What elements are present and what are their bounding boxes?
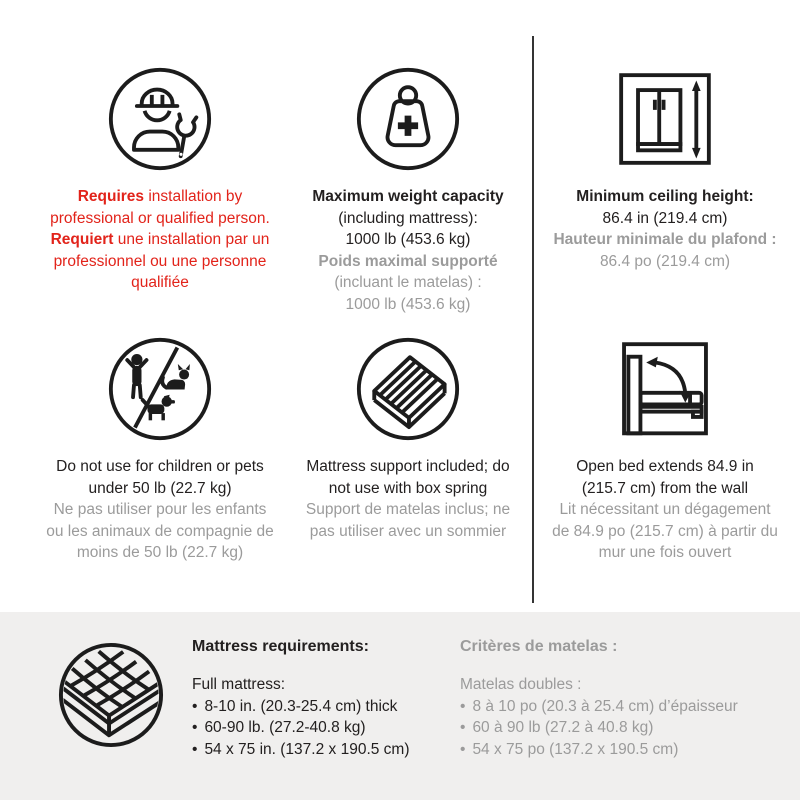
mattress-icon <box>57 641 165 749</box>
installer-icon-svg <box>107 66 213 172</box>
spec-card-mattress-support <box>291 336 525 542</box>
bullet-item <box>192 739 457 761</box>
mattress-requirements-bullets-en <box>192 696 457 761</box>
bullet-dot: • <box>192 697 198 715</box>
text-segment: Minimum ceiling height: <box>576 188 754 205</box>
weight-capacity-icon <box>355 66 461 172</box>
text-line <box>552 499 778 521</box>
text-segment: ou les animaux de compagnie de <box>46 522 274 540</box>
no-children-pets-icon-svg <box>107 336 213 442</box>
text-line <box>553 229 776 251</box>
spec-text-installation <box>50 186 270 294</box>
spec-card-no-children-pets <box>15 336 305 564</box>
text-line <box>553 208 776 230</box>
mattress-support-icon-svg <box>355 336 461 442</box>
text-line <box>46 499 273 521</box>
mattress-requirements-title-fr: Critères de matelas : <box>460 638 618 655</box>
text-segment: not use with box spring <box>328 479 488 497</box>
spec-text-no-children-pets <box>46 456 273 564</box>
text-line <box>552 521 778 543</box>
text-segment: Poids maximal supporté <box>318 252 498 270</box>
text-segment: une installation par un <box>113 231 270 248</box>
bullet-item <box>460 696 795 718</box>
bullet-text: 54 x 75 po (137.2 x 190.5 cm) <box>472 740 679 758</box>
text-segment: Ne pas utiliser pour les enfants <box>53 501 267 518</box>
text-line <box>306 478 510 500</box>
text-segment: Requiert <box>50 231 114 248</box>
text-line <box>552 456 778 478</box>
text-segment: Maximum weight capacity <box>312 188 504 205</box>
spec-text-weight-capacity <box>312 186 503 315</box>
text-segment: mur une fois ouvert <box>598 544 732 561</box>
text-line <box>552 542 778 564</box>
spec-text-open-bed <box>552 456 778 564</box>
text-segment: moins de 50 lb (22.7 kg) <box>76 544 244 561</box>
text-line <box>312 294 503 316</box>
text-segment: qualifiée <box>131 274 189 291</box>
text-line <box>312 272 503 294</box>
text-segment: Requires <box>77 188 145 205</box>
mattress-requirements-en <box>192 638 457 760</box>
text-line <box>50 229 270 251</box>
text-segment: 1000 lb (453.6 kg) <box>345 231 471 248</box>
mattress-requirements-fr <box>460 638 795 760</box>
bullet-item <box>460 717 795 739</box>
text-line <box>46 521 273 543</box>
text-segment: (215.7 cm) from the wall <box>581 479 749 497</box>
mattress-requirements-subtitle-fr: Matelas doubles : <box>460 676 582 693</box>
text-line <box>50 208 270 230</box>
spec-card-ceiling-height <box>543 66 787 272</box>
text-segment: de 84.9 po (215.7 cm) à partir du <box>552 522 778 540</box>
vertical-divider <box>532 36 534 603</box>
bullet-text: 60-90 lb. (27.2-40.8 kg) <box>204 719 366 736</box>
bullet-dot: • <box>460 697 466 715</box>
text-line <box>312 208 503 230</box>
spec-card-open-bed <box>543 336 787 564</box>
text-line <box>50 251 270 273</box>
text-line <box>46 542 273 564</box>
bullet-text: 8-10 in. (20.3-25.4 cm) thick <box>204 697 398 715</box>
text-segment: (including mattress): <box>338 209 478 227</box>
spec-card-weight-capacity <box>291 66 525 315</box>
bullet-dot: • <box>460 740 466 758</box>
text-line <box>50 186 270 208</box>
text-segment: (incluant le matelas) : <box>334 274 482 291</box>
bullet-text: 8 à 10 po (20.3 à 25.4 cm) d’épaisseur <box>472 697 738 715</box>
no-children-pets-icon <box>107 336 213 442</box>
text-segment: Hauteur minimale du plafond : <box>553 231 777 248</box>
text-segment: under 50 lb (22.7 kg) <box>88 479 232 497</box>
installer-icon <box>107 66 213 172</box>
bullet-dot: • <box>192 740 198 758</box>
text-line <box>553 186 776 208</box>
text-line <box>553 251 776 273</box>
mattress-support-icon <box>355 336 461 442</box>
bullet-dot: • <box>460 719 466 736</box>
text-segment: professional or qualified person. <box>50 209 270 227</box>
text-line <box>46 478 273 500</box>
spec-text-mattress-support <box>306 456 510 542</box>
mattress-requirements-band <box>0 612 800 800</box>
text-line <box>306 521 510 543</box>
mattress-requirements-bullets-fr <box>460 696 795 761</box>
mattress-requirements-subtitle-en: Full mattress: <box>192 676 286 693</box>
weight-capacity-icon-svg <box>355 66 461 172</box>
text-line <box>306 499 510 521</box>
text-line <box>312 251 503 273</box>
mattress-requirements-title-en: Mattress requirements: <box>192 638 369 655</box>
text-segment: professionnel ou une personne <box>53 252 267 270</box>
open-bed-icon-svg <box>612 336 718 442</box>
ceiling-height-icon <box>612 66 718 172</box>
spec-card-installation <box>15 66 305 294</box>
text-line <box>50 272 270 294</box>
bullet-item <box>460 739 795 761</box>
mattress-icon-svg <box>57 641 165 749</box>
text-segment: Lit nécessitant un dégagement <box>559 501 771 518</box>
text-segment: 86.4 in (219.4 cm) <box>602 209 728 227</box>
bullet-text: 54 x 75 in. (137.2 x 190.5 cm) <box>204 740 410 758</box>
bullet-dot: • <box>192 719 198 736</box>
text-line <box>312 229 503 251</box>
text-line <box>46 456 273 478</box>
bullet-text: 60 à 90 lb (27.2 à 40.8 kg) <box>472 719 654 736</box>
text-line <box>552 478 778 500</box>
text-segment: Mattress support included; do <box>306 458 510 475</box>
text-line <box>312 186 503 208</box>
text-segment: 1000 lb (453.6 kg) <box>345 295 471 313</box>
text-segment: installation by <box>144 188 243 205</box>
spec-text-ceiling-height <box>553 186 776 272</box>
text-segment: Support de matelas inclus; ne <box>305 501 511 518</box>
text-segment: 86.4 po (219.4 cm) <box>599 252 731 270</box>
open-bed-icon <box>612 336 718 442</box>
bullet-item <box>192 717 457 739</box>
text-segment: Do not use for children or pets <box>56 458 264 475</box>
text-line <box>306 456 510 478</box>
text-segment: Open bed extends 84.9 in <box>576 458 754 475</box>
text-segment: pas utiliser avec un sommier <box>309 522 507 540</box>
ceiling-height-icon-svg <box>612 66 718 172</box>
bullet-item <box>192 696 457 718</box>
